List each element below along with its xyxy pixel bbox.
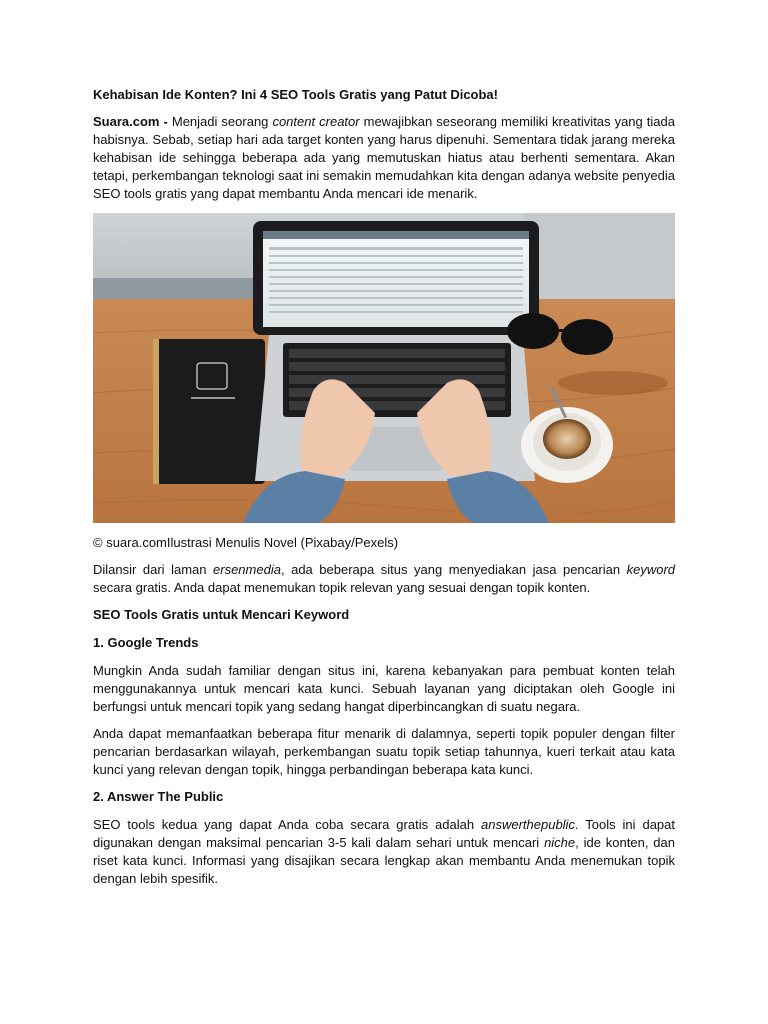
item1-paragraph-1: Mungkin Anda sudah familiar dengan situs ini, karena kebanyakan para pembuat konten telah menggunakannya untuk mencari kata kunci. Sebuah layanan yang diciptakan oleh Google ini berfungsi untuk mencari topik yang sedang hangat diperbincangkan di suatu negara. xyxy=(93,663,675,714)
laptop-desk-photo xyxy=(93,213,675,523)
article-title: Kehabisan Ide Konten? Ini 4 SEO Tools Gratis yang Patut Dicoba! xyxy=(93,87,498,102)
image-caption: © suara.comIlustrasi Menulis Novel (Pixabay/Pexels) xyxy=(93,535,399,550)
item1-paragraph-2: Anda dapat memanfaatkan beberapa fitur menarik di dalamnya, seperti topik populer dengan filter pencarian berdasarkan wilayah, perkembangan suatu topik setiap tahunnya, kueri terkait atau kata kunci yang relevan dengan topik, hingga perbandingan beberapa kata kunci. xyxy=(93,726,675,777)
article xyxy=(93,86,675,888)
item1-heading: 1. Google Trends xyxy=(93,635,199,650)
item2-paragraph: SEO tools kedua yang dapat Anda coba secara gratis adalah answerthepublic. Tools ini dapat digunakan dengan maksimal pencarian 3-5 kali dalam sehari untuk mencari niche, ide konten, dan riset kata kunci. Informasi yang disajikan secara lengkap akan membantu Anda menemukan topik dengan lebih spesifik. xyxy=(93,817,675,886)
source-label: Suara.com - xyxy=(93,114,168,129)
item2-heading: 2. Answer The Public xyxy=(93,789,224,804)
paragraph-dilansir: Dilansir dari laman ersenmedia, ada beberapa situs yang menyediakan jasa pencarian keyword secara gratis. Anda dapat menemukan topik relevan yang sesuai dengan topik konten. xyxy=(93,562,676,595)
intro-paragraph: Suara.com - Menjadi seorang content creator mewajibkan seseorang memiliki kreativitas yang tiada habisnya. Sebab, setiap hari ada target konten yang harus dipenuhi. Sementara tidak jarang mereka kehabisan ide sehingga beberapa ada yang memutuskan hiatus atau berhenti sementara. Akan tetapi, perkembangan teknologi saat ini semakin memudahkan kita dengan adanya website penyedia SEO tools gratis yang dapat membantu Anda mencari ide menarik. xyxy=(93,114,675,201)
section-heading: SEO Tools Gratis untuk Mencari Keyword xyxy=(93,607,350,622)
